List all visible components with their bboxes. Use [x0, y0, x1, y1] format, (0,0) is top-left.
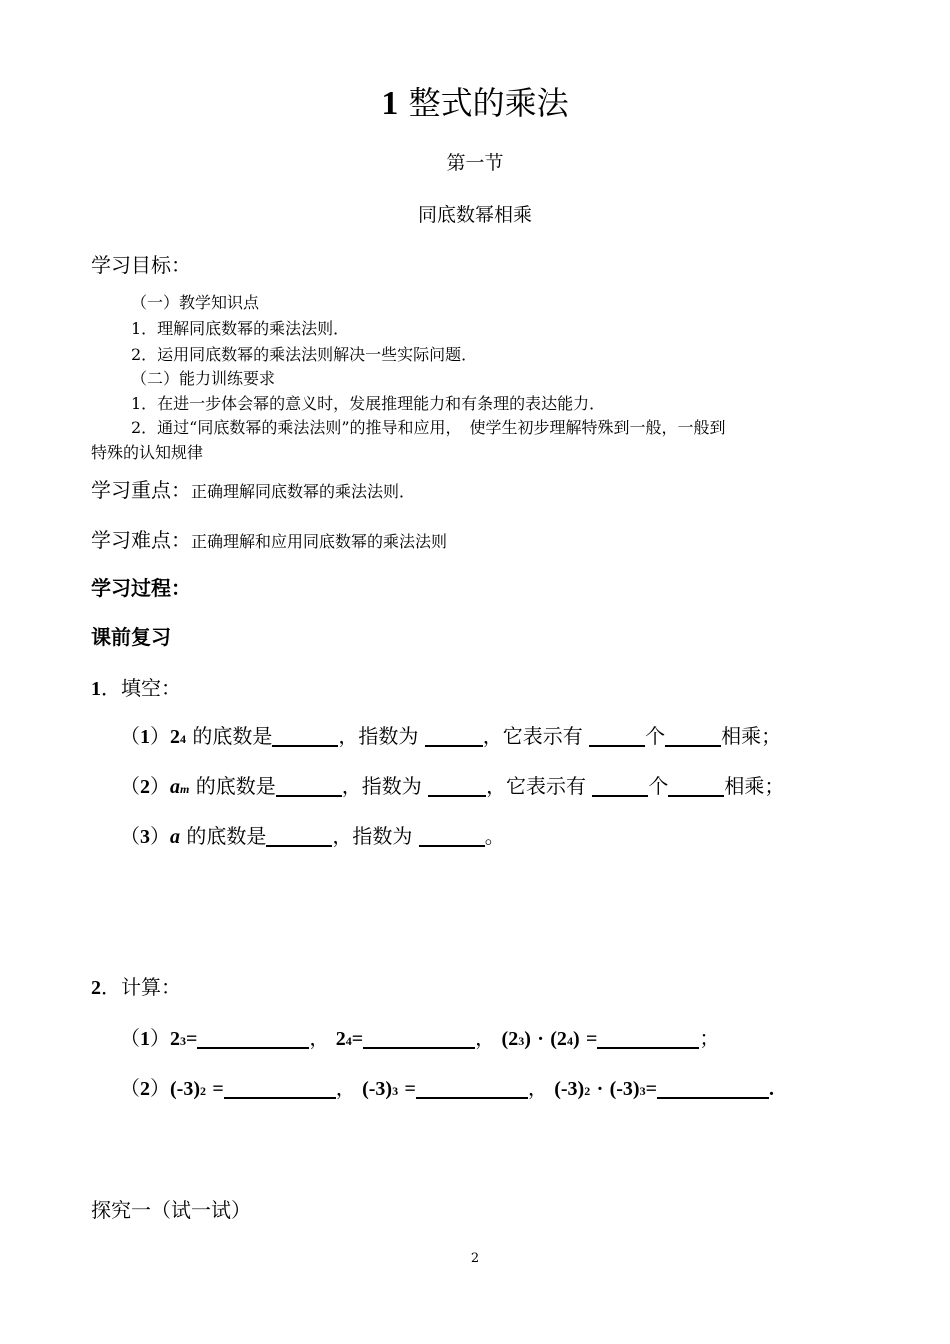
difficulty-label: 学习难点：	[91, 528, 191, 552]
equals-sign: =	[212, 1078, 224, 1100]
item-number: 1	[140, 726, 150, 748]
multiply-dot: ·	[537, 1028, 544, 1050]
key-point-label: 学习重点：	[91, 478, 191, 502]
equals-sign: =	[351, 1028, 364, 1050]
q1-item-1	[120, 720, 781, 749]
review-heading: 课前复习	[91, 625, 171, 649]
separator: ，	[335, 1076, 356, 1100]
difficulty	[91, 524, 447, 553]
power-exponent: m	[180, 782, 190, 796]
power-base: (-3)	[362, 1078, 393, 1100]
objective-line: 2．通过“同底数幂的乘法法则”的推导和应用， 使学生初步理解特殊到一般，一般到	[131, 418, 726, 437]
paren-open: （	[120, 1026, 140, 1050]
objective-line: 特殊的认知规律	[91, 443, 204, 462]
answer-blank[interactable]	[668, 775, 724, 797]
separator: ，	[475, 1026, 496, 1050]
paren-close: ）	[150, 724, 170, 748]
text: 的底数是	[186, 824, 267, 848]
section-label: 第一节	[446, 152, 504, 174]
objective-line: （一）教学知识点	[131, 293, 260, 312]
equals-sign: =	[186, 1028, 198, 1050]
answer-blank[interactable]	[416, 1077, 528, 1099]
question-label: ．填空：	[101, 676, 181, 700]
answer-blank[interactable]	[276, 775, 342, 797]
power-base: (2	[501, 1028, 519, 1050]
power-base: (-3)	[170, 1078, 200, 1100]
page-number: 2	[470, 1251, 480, 1266]
text: ，指数为	[341, 774, 422, 798]
answer-blank[interactable]	[597, 1027, 699, 1049]
key-point	[91, 474, 415, 503]
power-exponent: 2	[584, 1084, 591, 1098]
text: 。	[484, 824, 505, 848]
answer-blank[interactable]	[419, 825, 485, 847]
difficulty-text: 正确理解和应用同底数幂的乘法法则	[191, 532, 448, 551]
question-1-heading	[91, 672, 181, 701]
item-number: 3	[140, 826, 150, 848]
power-base: a	[170, 776, 180, 798]
item-number: 2	[140, 776, 150, 798]
paren-open: （	[120, 824, 140, 848]
power-base: (-3)	[554, 1078, 585, 1100]
paren-open: （	[120, 774, 140, 798]
equals-sign: =	[645, 1078, 657, 1100]
power-base: 2	[170, 726, 180, 748]
power-exponent: 3	[518, 1034, 525, 1048]
power-exponent: 4	[180, 732, 186, 746]
paren-open: （	[120, 1076, 140, 1100]
power-exponent: 4	[566, 1034, 573, 1048]
paren-close: ）	[150, 1076, 170, 1100]
paren-close: )	[524, 1028, 531, 1050]
text: ，它表示有	[486, 774, 587, 798]
separator: ，	[309, 1026, 330, 1050]
power-exponent: 3	[392, 1084, 399, 1098]
text: ，它表示有	[482, 724, 583, 748]
answer-blank[interactable]	[657, 1077, 769, 1099]
question-number: 2	[91, 977, 101, 999]
page-title	[0, 78, 950, 124]
item-number: 2	[140, 1078, 150, 1100]
paren-close: ）	[150, 824, 170, 848]
text: 个	[645, 724, 666, 748]
text: ，指数为	[332, 824, 413, 848]
power-base: 2	[170, 1028, 180, 1050]
power-exponent: 4	[345, 1034, 352, 1048]
answer-blank[interactable]	[425, 725, 483, 747]
power-base: (-3)	[609, 1078, 640, 1100]
power-exponent: 3	[180, 1034, 186, 1048]
objectives-heading: 学习目标：	[91, 253, 191, 277]
objective-line: 2．运用同底数幂的乘法法则解决一些实际问题．	[131, 345, 478, 364]
text: 的底数是	[192, 724, 273, 748]
equals-sign: =	[585, 1028, 598, 1050]
answer-blank[interactable]	[363, 1027, 475, 1049]
answer-blank[interactable]	[266, 825, 332, 847]
paren-open: （	[120, 724, 140, 748]
answer-blank[interactable]	[272, 725, 338, 747]
power-base: a	[170, 826, 180, 848]
paren-close: )	[572, 1028, 580, 1050]
equals-sign: =	[404, 1078, 416, 1100]
terminator: ；	[699, 1026, 720, 1050]
process-heading: 学习过程：	[91, 576, 191, 600]
q1-item-3	[120, 820, 505, 849]
explore-heading: 探究一（试一试）	[91, 1198, 251, 1222]
key-point-text: 正确理解同底数幂的乘法法则．	[191, 482, 416, 501]
q2-item-1	[120, 1022, 719, 1051]
q1-item-2	[120, 770, 784, 799]
item-number: 1	[140, 1028, 150, 1050]
answer-blank[interactable]	[665, 725, 721, 747]
paren-close: ）	[150, 1026, 170, 1050]
objective-line: 1．理解同底数幂的乘法法则．	[131, 319, 350, 338]
question-number: 1	[91, 678, 101, 700]
title-text: 整式的乘法	[408, 84, 569, 122]
q2-item-2	[120, 1072, 774, 1101]
answer-blank[interactable]	[592, 775, 648, 797]
power-exponent: 3	[639, 1084, 646, 1098]
terminator: .	[768, 1078, 774, 1100]
answer-blank[interactable]	[224, 1077, 336, 1099]
answer-blank[interactable]	[428, 775, 486, 797]
power-base: (2	[550, 1028, 567, 1050]
answer-blank[interactable]	[589, 725, 645, 747]
separator: ，	[527, 1076, 548, 1100]
question-label: ．计算：	[101, 975, 181, 999]
multiply-dot: ·	[596, 1078, 604, 1100]
text: 相乘；	[721, 724, 782, 748]
objective-line: 1．在进一步体会幂的意义时，发展推理能力和有条理的表达能力．	[131, 394, 606, 413]
objective-line: （二）能力训练要求	[131, 369, 276, 388]
power-exponent: 2	[199, 1084, 206, 1098]
subtitle: 同底数幂相乘	[417, 204, 532, 226]
question-2-heading	[91, 971, 181, 1000]
answer-blank[interactable]	[197, 1027, 309, 1049]
title-number: 1	[381, 85, 399, 122]
paren-close: ）	[150, 774, 170, 798]
power-base: 2	[335, 1028, 346, 1050]
text: 个	[648, 774, 669, 798]
text: 相乘；	[724, 774, 785, 798]
text: 的底数是	[195, 774, 276, 798]
text: ，指数为	[338, 724, 419, 748]
